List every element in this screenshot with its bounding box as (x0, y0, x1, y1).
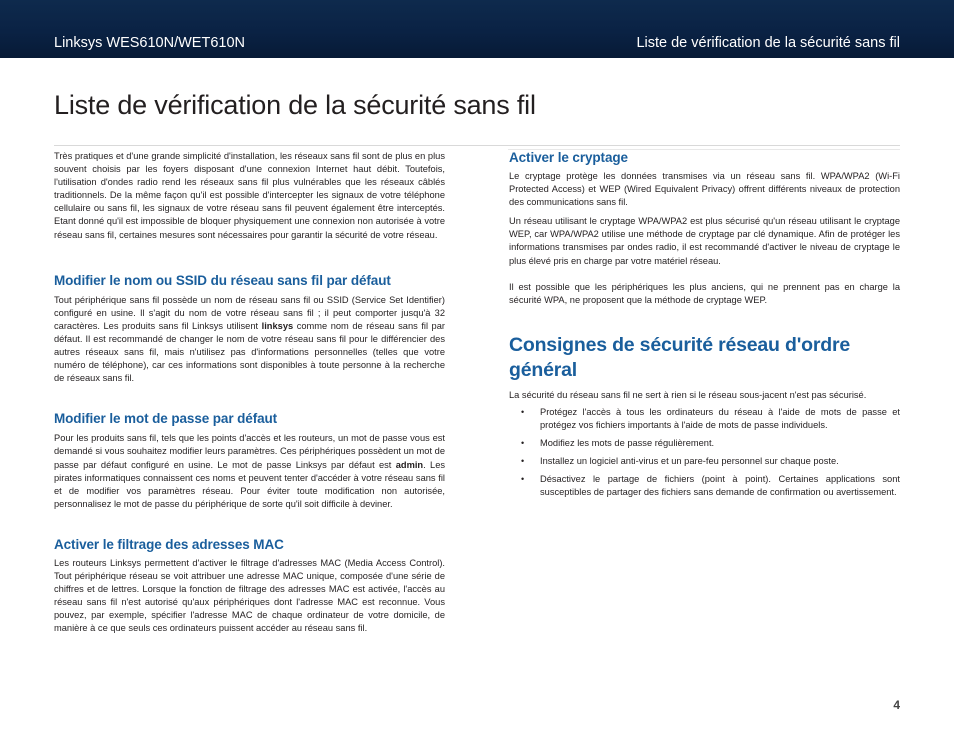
bullet-item (509, 406, 900, 432)
mac-heading: Activer le filtrage des adresses MAC (54, 536, 284, 552)
header-section-title: Liste de vérification de la sécurité sans fil (636, 35, 900, 51)
bullet-text: Modifiez les mots de passe régulièrement. (540, 438, 715, 449)
ssid-text-part-1: Tout périphérique sans fil possède un nom de réseau sans fil ou SSID (Service Set Identifier) configuré en usine. Il s'agit du nom de votre réseau sans fil ; il peut comporter jusqu'à 32 caractères. Les produits sans fil Linksys utilisent (54, 294, 445, 331)
encryption-heading: Activer le cryptage (509, 150, 628, 165)
bullet-text: Installez un logiciel anti-virus et un pare-feu personnel sur chaque poste. (540, 456, 839, 467)
header-bar (0, 0, 954, 58)
bullet-item (509, 455, 900, 468)
encryption-paragraph-1: Le cryptage protège les données transmises via un réseau sans fil. WPA/WPA2 (Wi-Fi Protected Access) et WEP (Wired Equivalent Privacy) offrent différents niveaux de protection des communications sans fil. (509, 171, 900, 208)
header-product-name: Linksys WES610N/WET610N (54, 35, 245, 51)
general-intro: La sécurité du réseau sans fil ne sert à rien si le réseau sous-jacent n'est pas sécurisé. (509, 389, 867, 400)
bullet-icon: • (521, 474, 525, 485)
bullet-icon: • (521, 438, 525, 449)
encryption-paragraph-3: Il est possible que les périphériques les plus anciens, qui ne prennent pas en charge la sécurité WPA, ne proposent que la méthode de cryptage WEP. (509, 281, 900, 305)
encryption-paragraph-2: Un réseau utilisant le cryptage WPA/WPA2 est plus sécurisé qu'un réseau utilisant le cryptage WEP, car WPA/WPA2 utilise une méthode de cryptage par clé dynamique. Afin de protéger les informations transmises par ondes radio, il est recommandé d'activer le niveau de cryptage le plus élevé pris en charge par votre matériel réseau. (509, 216, 900, 266)
password-heading: Modifier le mot de passe par défaut (54, 411, 278, 427)
page-number: 4 (893, 698, 900, 712)
password-text-part-2: . Les pirates informatiques connaissent ces noms et peuvent tenter d'accéder à votre réseau sans fil et de modifier vos paramètres réseau. Pour éviter toute modification non autorisée, personnalisez le mot de passe du périphérique de sorte qu'il soit difficile à deviner. (54, 459, 446, 509)
left-column (54, 150, 445, 635)
ssid-heading: Modifier le nom ou SSID du réseau sans fil par défaut (54, 272, 391, 288)
bullet-icon: • (521, 406, 525, 417)
page-title: Liste de vérification de la sécurité sans fil (54, 90, 536, 120)
ssid-paragraph (54, 294, 445, 386)
password-text-part-1: Pour les produits sans fil, tels que les points d'accès et les routeurs, un mot de passe vous est demandé si vous souhaitez modifier leurs paramètres. Ces périphériques possèdent un mot de passe par défaut configuré en usine. Le mot de passe Linksys par défaut est (54, 433, 445, 470)
general-heading: Consignes de sécurité réseau d'ordre général (509, 333, 850, 381)
intro-paragraph: Très pratiques et d'une grande simplicité d'installation, les réseaux sans fil sont de plus en plus souvent choisis par les foyers disposant d'une connexion Internet haut débit. Toutefois, l'utilisation d'ondes radio rend les réseaux sans fil plus vulnérables que les réseaux câblés traditionnels. De la même façon qu'il est possible d'intercepter les signaux de votre téléphone cellulaire ou sans fil, les signaux de votre réseau sans fil peuvent également être interceptés. Etant donné qu'il est impossible de bloquer physiquement une connexion non autorisée à votre réseau sans fil, certaines mesures sont nécessaires pour garantir la sécurité de votre réseau. (54, 151, 445, 240)
bullet-item (509, 473, 900, 499)
title-divider (54, 145, 900, 146)
bullet-item (509, 437, 900, 450)
right-column (509, 150, 900, 500)
ssid-text-part-2: comme nom de réseau sans fil par défaut. Il est recommandé de changer le nom de votre réseau sans fil pour le différencier des autres réseaux sans fil, mais n'utilisez pas d'informations personnelles (telles que votre numéro de téléphone), car ces informations sont disponibles à toute personne à la recherche de réseaux sans fil. (54, 320, 445, 384)
password-default-value: admin (395, 459, 424, 470)
ssid-default-name: linksys (261, 320, 294, 331)
mac-paragraph: Les routeurs Linksys permettent d'activer le filtrage d'adresses MAC (Media Access Control). Tout périphérique réseau se voit attribuer une adresse MAC unique, composée d'une série de chiffres et de lettres. Lorsque la fonction de filtrage des adresses MAC est activée, l'accès au réseau sans fil n'est autorisé qu'aux périphériques dont l'adresse MAC est reconnue. Vous pouvez, par exemple, spécifier l'adresse MAC de chaque ordinateur de votre domicile, de manière à ce que seuls ces ordinateurs puissent accéder au réseau sans fil. (54, 557, 445, 634)
general-bullet-list (509, 406, 900, 500)
bullet-text: Protégez l'accès à tous les ordinateurs du réseau à l'aide de mots de passe et protégez vos fichiers importants à l'aide de mots de passe individuels. (540, 406, 900, 431)
bullet-icon: • (521, 456, 525, 467)
bullet-text: Désactivez le partage de fichiers (point à point). Certaines applications sont susceptibles de partager des fichiers sans demande de confirmation ou avertissement. (540, 474, 900, 498)
password-paragraph (54, 432, 445, 511)
